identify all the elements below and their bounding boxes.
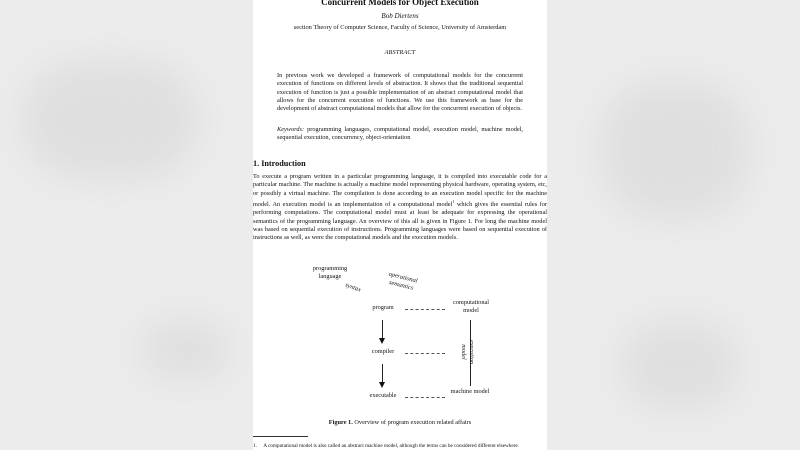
abstract-heading: ABSTRACT: [384, 49, 416, 56]
intro-text-1: To execute a program written in a particular programming language, it is compiled into executable code for a particular machine. The machine is actually a machine model representing physical hardware, operating system, etc, or possibly a virtual machine. The compilation is done according to an execution model specific for the machine model. An execution model is an implementation of a computational model: [253, 173, 547, 208]
arrow-shaft: [382, 364, 383, 384]
edge-execution-model: execution model: [460, 339, 475, 365]
keywords-list: programming languages, computational model, execution model, machine model, sequential execution, concurrency, object-orientation: [277, 126, 523, 142]
edge-operational-semantics: operational semantics: [387, 270, 419, 292]
keywords-label: Keywords:: [277, 126, 305, 133]
caption-label: Figure 1.: [328, 419, 353, 426]
background-blur: [600, 80, 750, 220]
background-blur: [20, 60, 200, 180]
arrow-down-icon: [379, 382, 385, 388]
node-compiler: compiler: [371, 348, 395, 355]
footnote-number: 1.: [253, 443, 257, 449]
figure-1: [253, 260, 547, 410]
background-blur: [620, 320, 740, 410]
node-computational-model: computational model: [452, 299, 490, 314]
edge-syntax: syntax: [344, 281, 362, 294]
dashed-connector: [405, 397, 445, 398]
caption-text: Overview of program execution related affairs: [354, 419, 472, 426]
paper-affiliation: section Theory of Computer Science, Faculty of Science, University of Amsterdam: [293, 24, 507, 31]
paper-page: [253, 0, 547, 450]
intro-text-2: which gives the essential rules for performing computations. The computational model must at least be adequate for expressing the operational semantics of the programming language. An overview of this all is given in Figure 1. For long the machine model was based on sequential execution of instructions. Programming languages were based on sequential execution of instructions as well, as were the computational models and the execution models.: [253, 200, 547, 242]
abstract-text: In previous work we developed a framework of computational models for the concurrent execution of functions on different levels of abstraction. It shows that the traditional sequential execution of function is just a possible implementation of an abstract computational model that allows for the concurrent execution of functions. We use this framework as base for the development of abstract computational models that allow for the concurrent execution of objects.: [277, 72, 523, 113]
footnote-divider: [253, 436, 308, 437]
keywords: [277, 126, 523, 143]
node-machine-model: machine model: [450, 388, 490, 395]
node-programming-language: programming language: [312, 265, 348, 280]
section-heading: 1. Introduction: [253, 159, 306, 168]
paper-author: Bob Diertens: [381, 12, 419, 20]
dashed-connector: [405, 309, 445, 310]
footnote: [253, 443, 547, 449]
paper-title: Concurrent Models for Object Execution: [321, 0, 479, 7]
arrow-down-icon: [379, 338, 385, 344]
footnote-text: A computational model is also called an abstract machine model, although the terms can be considered different elsewhere.: [263, 443, 519, 449]
figure-caption: [253, 419, 547, 426]
node-program: program: [372, 304, 394, 311]
footnote-marker: 1: [452, 198, 455, 204]
dashed-connector: [405, 353, 445, 354]
background-blur: [140, 320, 230, 380]
arrow-shaft: [382, 320, 383, 340]
node-executable: executable: [369, 392, 397, 399]
intro-paragraph: [253, 173, 547, 242]
